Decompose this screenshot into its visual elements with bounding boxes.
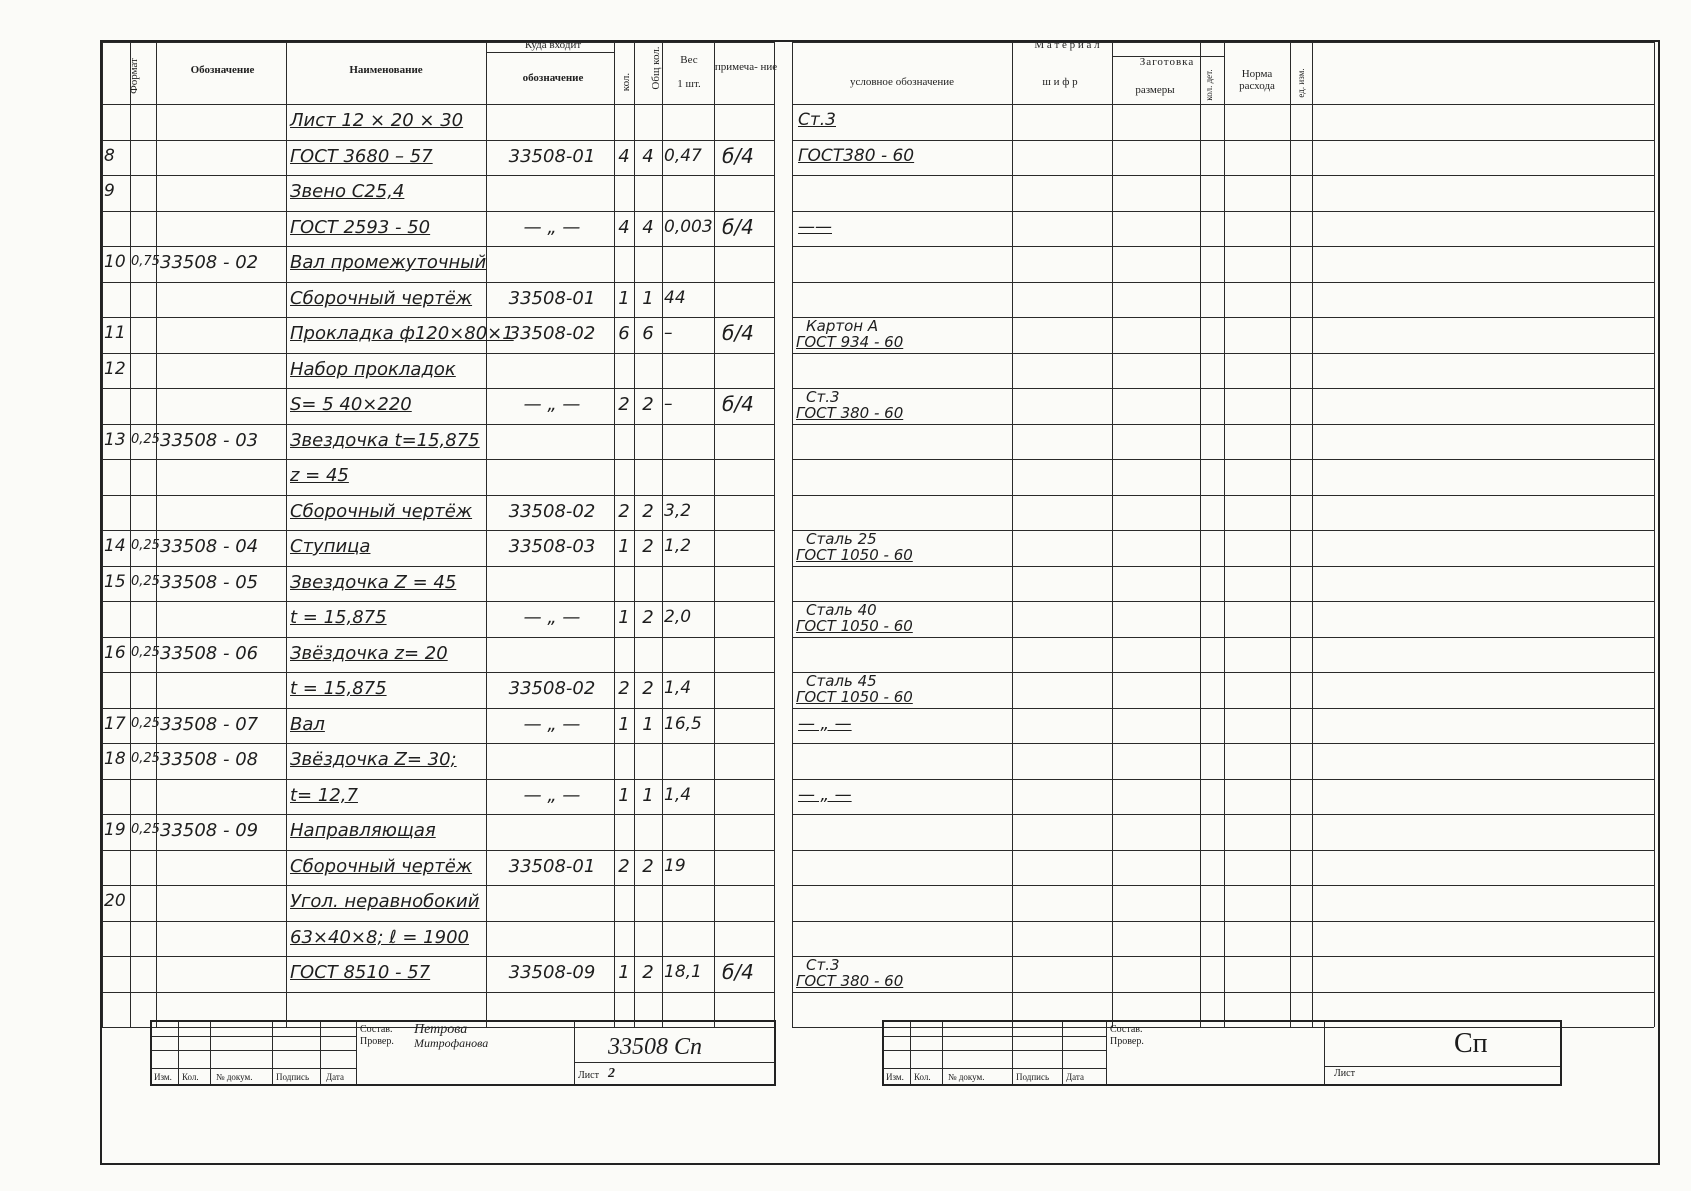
left-spec-table	[102, 39, 778, 1082]
row-name: Ступица	[290, 536, 371, 557]
col-header-weight: Вес	[680, 54, 698, 66]
grid-line-horizontal	[884, 1036, 1106, 1037]
col-header-cipher: ш и ф р	[1042, 76, 1078, 88]
grid-line-horizontal	[102, 743, 774, 744]
row-where-used: — „ —	[523, 784, 581, 806]
row-position: 17	[104, 713, 126, 734]
row-name: Сборочный чертёж	[290, 287, 473, 309]
grid-line-vertical	[942, 1022, 943, 1084]
row-where-used: — „ —	[523, 713, 581, 735]
row-name: Угол. неравнобокий	[290, 891, 480, 912]
grid-line-horizontal	[102, 353, 774, 354]
grid-line-horizontal	[102, 42, 774, 43]
row-weight: –	[664, 394, 673, 414]
grid-line-vertical	[1012, 1022, 1013, 1084]
row-designation: 33508 - 03	[160, 429, 259, 451]
row-material: ——	[798, 216, 832, 237]
grid-line-horizontal	[102, 104, 774, 105]
row-format: 0,25	[131, 573, 160, 589]
col-header-designation: Обозначение	[190, 64, 255, 76]
grid-line-horizontal	[102, 175, 774, 176]
row-total-qty: 1	[642, 784, 654, 806]
row-name: Звездочка Z = 45	[290, 571, 457, 593]
grid-line-horizontal	[152, 1036, 356, 1037]
row-position: 20	[104, 891, 126, 911]
col-header-where-used-designation: обозначение	[522, 72, 584, 84]
col-header-name: Наименование	[349, 64, 423, 76]
row-position: 14	[104, 536, 126, 556]
row-material: Ст.3	[806, 388, 840, 406]
grid-line-horizontal	[792, 814, 1654, 815]
col-header-material: М а т е р и а л	[1034, 39, 1100, 51]
grid-line-vertical	[1112, 42, 1113, 1027]
grid-line-vertical	[662, 42, 663, 1027]
grid-line-horizontal	[102, 459, 774, 460]
grid-line-horizontal	[884, 1068, 1106, 1069]
row-name: Сборочный чертёж	[290, 500, 473, 522]
tb-right-doc-code: Сп	[1454, 1028, 1488, 1059]
row-position: 19	[104, 820, 126, 840]
row-where-used: 33508-02	[508, 500, 596, 522]
grid-line-vertical	[1200, 42, 1201, 1027]
row-qty: 1	[618, 962, 630, 983]
row-designation: 33508 - 04	[160, 536, 259, 557]
row-total-qty: 6	[642, 323, 654, 344]
tb-compiled-name: Петрова	[414, 1022, 468, 1037]
tb-checked-name: Митрофанова	[414, 1036, 489, 1050]
grid-line-vertical	[1106, 1022, 1107, 1084]
grid-line-horizontal	[102, 530, 774, 531]
row-designation: 33508 - 07	[160, 713, 259, 735]
row-format: 0,25	[131, 822, 160, 837]
row-weight: 0,003	[664, 216, 713, 237]
row-weight: 1,2	[664, 536, 692, 556]
grid-line-vertical	[1324, 1022, 1325, 1084]
tb-doc-code: 33508 Сп	[608, 1034, 703, 1060]
grid-line-vertical	[102, 42, 103, 1027]
tb-checked-label: Провер.	[360, 1036, 394, 1047]
tb-right-kol: Кол.	[914, 1072, 931, 1082]
row-format: 0,25	[131, 538, 160, 553]
grid-line-horizontal	[792, 566, 1654, 567]
row-weight: –	[664, 323, 673, 343]
row-weight: 44	[664, 287, 686, 308]
col-header-conventional: условное обозначение	[849, 76, 955, 88]
grid-line-horizontal	[884, 1050, 1106, 1051]
row-total-qty: 2	[642, 678, 654, 699]
tb-sheet-label: Лист	[578, 1070, 599, 1081]
row-total-qty: 2	[642, 536, 654, 557]
col-header-norm: Норма расхода	[1239, 68, 1275, 92]
row-material-standard: ГОСТ 380 - 60	[796, 972, 904, 990]
row-material: — „ —	[798, 713, 852, 734]
grid-line-horizontal	[102, 885, 774, 886]
grid-line-vertical	[356, 1022, 357, 1084]
row-qty: 1	[618, 713, 630, 735]
row-position: 11	[104, 323, 126, 343]
row-material: Сталь 45	[806, 672, 877, 690]
grid-line-vertical	[320, 1022, 321, 1084]
row-position: 12	[104, 358, 126, 379]
col-header-where-used: Куда входит	[524, 39, 582, 51]
row-name: Звёздочка z= 20	[290, 642, 448, 664]
grid-line-horizontal	[102, 424, 774, 425]
grid-line-vertical	[156, 42, 157, 1027]
grid-line-horizontal	[792, 921, 1654, 922]
grid-line-vertical	[714, 42, 715, 1027]
grid-line-vertical	[634, 42, 635, 1027]
row-qty: 6	[618, 323, 630, 344]
row-weight: 16,5	[664, 713, 702, 734]
row-name: Набор прокладок	[290, 358, 456, 380]
row-material: ГОСТ380 - 60	[798, 145, 915, 166]
row-where-used: — „ —	[523, 216, 581, 238]
col-header-total-qty: Общ кол.	[650, 46, 662, 90]
row-material: Ст.3	[806, 956, 840, 974]
grid-line-vertical	[614, 42, 615, 1027]
title-block-right	[882, 1020, 1562, 1086]
row-position: 16	[104, 642, 126, 663]
tb-compiled-label: Состав.	[360, 1024, 393, 1035]
spec-sheet	[100, 40, 1660, 1165]
row-weight: 1,4	[664, 678, 692, 698]
grid-line-horizontal	[102, 672, 774, 673]
col-header-unit: ед. изм.	[1296, 68, 1306, 98]
grid-line-horizontal	[102, 495, 774, 496]
row-designation: 33508 - 05	[160, 571, 259, 593]
row-material-standard: ГОСТ 1050 - 60	[796, 688, 913, 706]
grid-line-vertical	[1224, 42, 1225, 1027]
row-total-qty: 4	[642, 145, 654, 167]
row-position: 18	[104, 749, 126, 769]
row-total-qty: 4	[642, 216, 654, 238]
grid-line-horizontal	[102, 637, 774, 638]
grid-line-horizontal	[486, 52, 614, 53]
row-total-qty: 2	[642, 500, 654, 522]
row-qty: 4	[618, 216, 630, 238]
grid-line-vertical	[1290, 42, 1291, 1027]
grid-line-vertical	[1012, 42, 1013, 1027]
row-name: Сборочный чертёж	[290, 855, 473, 877]
grid-line-vertical	[774, 42, 775, 1027]
grid-line-horizontal	[152, 1068, 356, 1069]
row-qty: 2	[618, 394, 630, 415]
grid-line-horizontal	[152, 1050, 356, 1051]
grid-line-horizontal	[102, 211, 774, 212]
title-block-left	[150, 1020, 776, 1086]
row-position: 13	[104, 429, 126, 450]
row-note: б/4	[722, 392, 754, 416]
row-total-qty: 1	[642, 713, 654, 735]
grid-line-vertical	[792, 42, 793, 1027]
grid-line-horizontal	[102, 779, 774, 780]
tb-podpis: Подпись	[276, 1072, 310, 1082]
grid-line-horizontal	[102, 140, 774, 141]
row-qty: 2	[618, 500, 630, 522]
row-total-qty: 2	[642, 855, 654, 877]
row-weight: 0,47	[664, 145, 702, 166]
row-total-qty: 2	[642, 607, 654, 628]
row-position: 10	[104, 252, 126, 272]
row-total-qty: 2	[642, 394, 654, 415]
row-name: 63×40×8; ℓ = 1900	[290, 926, 469, 948]
grid-line-horizontal	[102, 921, 774, 922]
row-name: t= 12,7	[290, 784, 358, 806]
row-material: — „ —	[798, 784, 852, 805]
row-material: Картон А	[806, 317, 879, 335]
grid-line-horizontal	[102, 850, 774, 851]
col-header-note: примеча- ние	[714, 61, 778, 73]
right-material-table	[792, 39, 1654, 1082]
col-header-qty-parts: кол. дет.	[1204, 69, 1214, 101]
row-weight: 19	[664, 855, 686, 876]
row-name: z = 45	[290, 465, 349, 486]
grid-line-vertical	[1062, 1022, 1063, 1084]
row-material: Ст.3	[798, 110, 836, 130]
row-qty: 2	[618, 855, 630, 877]
row-name: Звездочка t=15,875	[290, 429, 480, 451]
row-note: б/4	[722, 214, 754, 239]
grid-line-horizontal	[792, 992, 1654, 993]
grid-line-vertical	[130, 42, 131, 1027]
row-material-standard: ГОСТ 380 - 60	[796, 404, 904, 422]
col-header-qty: кол.	[620, 72, 632, 92]
row-name: S= 5 40×220	[290, 394, 412, 415]
tb-izm: Изм.	[154, 1072, 172, 1082]
row-where-used: — „ —	[523, 607, 581, 628]
row-qty: 4	[618, 145, 630, 167]
grid-line-horizontal	[792, 282, 1654, 283]
row-qty: 1	[618, 607, 630, 628]
grid-line-horizontal	[1324, 1066, 1560, 1067]
grid-line-horizontal	[102, 601, 774, 602]
row-designation: 33508 - 09	[160, 820, 259, 841]
grid-line-horizontal	[792, 637, 1654, 638]
row-weight: 1,4	[664, 784, 692, 805]
row-name: Вал	[290, 713, 325, 735]
row-where-used: 33508-02	[508, 678, 596, 699]
row-weight: 2,0	[664, 607, 692, 627]
grid-line-vertical	[178, 1022, 179, 1084]
row-designation: 33508 - 02	[160, 252, 259, 273]
row-where-used: 33508-09	[508, 962, 596, 983]
row-position: 8	[104, 145, 115, 166]
row-format: 0,75	[131, 254, 160, 269]
tb-right-checked-label: Провер.	[1110, 1036, 1144, 1047]
tb-sheet-number: 2	[608, 1066, 615, 1081]
grid-line-vertical	[1312, 42, 1313, 1027]
tb-kol: Кол.	[182, 1072, 199, 1082]
row-note: б/4	[722, 960, 754, 984]
grid-line-horizontal	[792, 424, 1654, 425]
grid-line-horizontal	[102, 388, 774, 389]
tb-ndok: № докум.	[216, 1072, 253, 1082]
grid-line-vertical	[272, 1022, 273, 1084]
col-header-sizes: размеры	[1135, 84, 1175, 96]
tb-data: Дата	[326, 1072, 344, 1082]
grid-line-horizontal	[792, 140, 1654, 141]
grid-line-horizontal	[792, 779, 1654, 780]
grid-line-horizontal	[792, 459, 1654, 460]
row-name: Вал промежуточный	[290, 252, 487, 273]
row-name: t = 15,875	[290, 607, 387, 628]
row-name: Звено С25,4	[290, 181, 405, 202]
grid-line-horizontal	[102, 246, 774, 247]
row-position: 15	[104, 571, 126, 592]
row-note: б/4	[722, 143, 754, 168]
grid-line-horizontal	[792, 708, 1654, 709]
grid-line-horizontal	[1112, 56, 1224, 57]
grid-line-horizontal	[102, 566, 774, 567]
grid-line-horizontal	[102, 708, 774, 709]
col-header-format: Формат	[128, 58, 140, 94]
grid-line-horizontal	[792, 743, 1654, 744]
row-format: 0,25	[131, 715, 160, 731]
grid-line-horizontal	[792, 104, 1654, 105]
row-material-standard: ГОСТ 934 - 60	[796, 333, 904, 351]
grid-line-horizontal	[792, 495, 1654, 496]
grid-line-horizontal	[102, 814, 774, 815]
row-total-qty: 2	[642, 962, 654, 983]
tb-right-izm: Изм.	[886, 1072, 904, 1082]
row-where-used: — „ —	[523, 394, 581, 415]
row-designation: 33508 - 08	[160, 749, 259, 770]
grid-line-vertical	[574, 1022, 575, 1084]
row-qty: 1	[618, 784, 630, 806]
row-where-used: 33508-01	[508, 287, 596, 309]
row-name: Звёздочка Z= 30;	[290, 749, 457, 770]
row-qty: 1	[618, 287, 630, 309]
row-qty: 2	[618, 678, 630, 699]
row-where-used: 33508-01	[508, 145, 596, 167]
grid-line-horizontal	[792, 175, 1654, 176]
row-name: Лист 12 × 20 × 30	[290, 110, 464, 131]
row-material-standard: ГОСТ 1050 - 60	[796, 546, 913, 564]
grid-line-vertical	[910, 1022, 911, 1084]
row-name: ГОСТ 3680 – 57	[290, 145, 433, 167]
col-header-blank: Заготовка	[1139, 56, 1195, 68]
row-material: Сталь 25	[806, 530, 877, 548]
row-name: t = 15,875	[290, 678, 387, 699]
row-name: ГОСТ 8510 - 57	[290, 962, 431, 983]
row-format: 0,25	[131, 644, 160, 660]
row-format: 0,25	[131, 751, 160, 766]
tb-right-podpis: Подпись	[1016, 1072, 1050, 1082]
row-where-used: 33508-03	[508, 536, 596, 557]
col-header-weight-unit: 1 шт.	[677, 78, 701, 90]
row-total-qty: 1	[642, 287, 654, 309]
row-where-used: 33508-02	[508, 323, 596, 344]
grid-line-vertical	[1654, 42, 1655, 1027]
grid-line-horizontal	[792, 885, 1654, 886]
grid-line-horizontal	[102, 317, 774, 318]
row-material: Сталь 40	[806, 601, 877, 619]
row-weight: 18,1	[664, 962, 702, 982]
grid-line-horizontal	[102, 282, 774, 283]
grid-line-vertical	[286, 42, 287, 1027]
grid-line-horizontal	[792, 850, 1654, 851]
row-name: Направляющая	[290, 820, 436, 841]
grid-line-horizontal	[792, 246, 1654, 247]
row-where-used: 33508-01	[508, 855, 596, 877]
grid-line-horizontal	[102, 956, 774, 957]
row-name: ГОСТ 2593 - 50	[290, 216, 431, 238]
row-designation: 33508 - 06	[160, 642, 259, 664]
grid-line-horizontal	[792, 211, 1654, 212]
grid-line-vertical	[486, 42, 487, 1027]
row-position: 9	[104, 181, 115, 201]
tb-right-data: Дата	[1066, 1072, 1084, 1082]
row-note: б/4	[722, 321, 754, 345]
grid-line-vertical	[210, 1022, 211, 1084]
grid-line-horizontal	[792, 42, 1654, 43]
row-material-standard: ГОСТ 1050 - 60	[796, 617, 913, 635]
grid-line-horizontal	[574, 1062, 774, 1063]
grid-line-horizontal	[792, 353, 1654, 354]
tb-right-compiled-label: Состав.	[1110, 1024, 1143, 1035]
row-qty: 1	[618, 536, 630, 557]
grid-line-horizontal	[102, 992, 774, 993]
row-weight: 3,2	[664, 500, 692, 521]
tb-right-sheet-label: Лист	[1334, 1068, 1355, 1079]
row-name: Прокладка ф120×80×1	[290, 323, 514, 344]
row-format: 0,25	[131, 431, 160, 447]
tb-right-ndok: № докум.	[948, 1072, 985, 1082]
